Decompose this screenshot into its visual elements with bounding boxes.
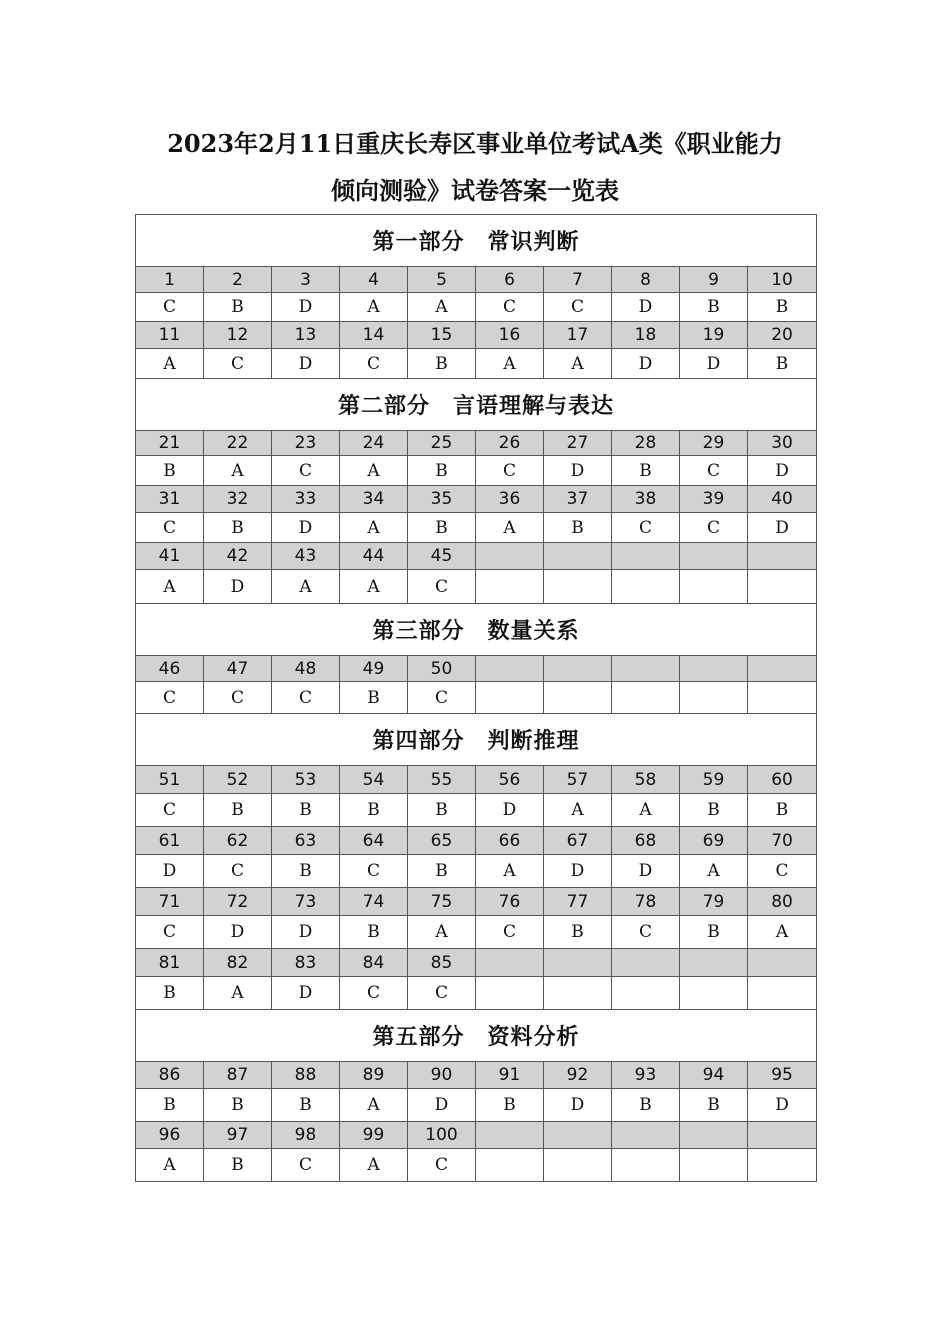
question-number-cell: 69 xyxy=(680,827,748,855)
document-title xyxy=(0,120,950,214)
answer-cell: B xyxy=(272,855,340,888)
question-number-cell: 22 xyxy=(204,431,272,456)
answer-cell xyxy=(680,570,748,604)
answer-cell xyxy=(748,977,817,1010)
question-number-cell: 67 xyxy=(544,827,612,855)
section-title: 第三部分 数量关系 xyxy=(136,604,817,656)
question-number-cell: 56 xyxy=(476,766,544,794)
question-number-cell: 24 xyxy=(340,431,408,456)
document-title-line-1: 2023年2月11日重庆长寿区事业单位考试A类《职业能力 xyxy=(167,129,783,158)
question-number-cell xyxy=(748,949,817,977)
section-header-row xyxy=(136,714,817,766)
answer-cell: C xyxy=(408,1149,476,1182)
question-number-cell: 94 xyxy=(680,1062,748,1089)
answer-cell: B xyxy=(408,794,476,827)
question-number-cell: 31 xyxy=(136,486,204,513)
question-number-cell: 98 xyxy=(272,1122,340,1149)
answer-cell xyxy=(748,682,817,714)
question-number-cell: 82 xyxy=(204,949,272,977)
answer-row xyxy=(136,293,817,322)
question-number-cell: 63 xyxy=(272,827,340,855)
question-number-cell: 4 xyxy=(340,267,408,293)
question-number-cell: 51 xyxy=(136,766,204,794)
answer-cell: A xyxy=(680,855,748,888)
question-number-cell: 26 xyxy=(476,431,544,456)
question-number-cell: 66 xyxy=(476,827,544,855)
question-number-cell: 88 xyxy=(272,1062,340,1089)
answer-cell: D xyxy=(544,855,612,888)
answer-cell: B xyxy=(340,682,408,714)
question-number-cell xyxy=(748,543,817,570)
question-number-cell: 8 xyxy=(612,267,680,293)
answer-cell: A xyxy=(612,794,680,827)
section-header-row xyxy=(136,1010,817,1062)
answer-cell: B xyxy=(408,456,476,486)
answer-cell: A xyxy=(408,293,476,322)
answer-cell xyxy=(680,682,748,714)
question-number-cell: 70 xyxy=(748,827,817,855)
question-number-cell: 87 xyxy=(204,1062,272,1089)
answer-cell: C xyxy=(272,1149,340,1182)
answer-cell: B xyxy=(272,794,340,827)
question-number-cell: 54 xyxy=(340,766,408,794)
question-number-cell xyxy=(476,949,544,977)
answer-row xyxy=(136,349,817,379)
question-number-cell: 78 xyxy=(612,888,680,916)
answer-cell: B xyxy=(204,1089,272,1122)
answer-cell: B xyxy=(544,916,612,949)
answer-cell: B xyxy=(680,916,748,949)
answer-cell: B xyxy=(544,513,612,543)
answer-row xyxy=(136,916,817,949)
answer-cell: A xyxy=(476,513,544,543)
answer-cell: A xyxy=(340,1149,408,1182)
question-number-cell: 85 xyxy=(408,949,476,977)
question-number-cell: 27 xyxy=(544,431,612,456)
question-number-cell: 76 xyxy=(476,888,544,916)
answer-cell: A xyxy=(544,349,612,379)
question-number-cell: 81 xyxy=(136,949,204,977)
section-header-row xyxy=(136,379,817,431)
question-number-cell: 37 xyxy=(544,486,612,513)
answer-cell: A xyxy=(408,916,476,949)
question-number-row xyxy=(136,827,817,855)
question-number-cell: 17 xyxy=(544,322,612,349)
question-number-cell: 100 xyxy=(408,1122,476,1149)
answer-cell: D xyxy=(612,293,680,322)
answer-cell: A xyxy=(340,293,408,322)
answer-cell: A xyxy=(340,456,408,486)
answer-cell: C xyxy=(680,513,748,543)
question-number-cell: 25 xyxy=(408,431,476,456)
answer-cell xyxy=(476,682,544,714)
answer-cell: A xyxy=(340,513,408,543)
question-number-cell: 13 xyxy=(272,322,340,349)
question-number-cell: 46 xyxy=(136,656,204,682)
question-number-cell xyxy=(680,543,748,570)
question-number-cell: 49 xyxy=(340,656,408,682)
question-number-cell: 39 xyxy=(680,486,748,513)
answer-cell: C xyxy=(476,456,544,486)
question-number-cell: 65 xyxy=(408,827,476,855)
section-header-row xyxy=(136,215,817,267)
question-number-cell: 93 xyxy=(612,1062,680,1089)
question-number-cell: 84 xyxy=(340,949,408,977)
answer-cell: D xyxy=(612,349,680,379)
answer-cell: B xyxy=(476,1089,544,1122)
question-number-cell: 89 xyxy=(340,1062,408,1089)
answer-cell: C xyxy=(408,682,476,714)
question-number-cell: 52 xyxy=(204,766,272,794)
answer-cell xyxy=(680,977,748,1010)
answer-cell: B xyxy=(136,977,204,1010)
question-number-row xyxy=(136,322,817,349)
section-title: 第一部分 常识判断 xyxy=(136,215,817,267)
section-header-row xyxy=(136,604,817,656)
answer-cell: A xyxy=(340,1089,408,1122)
question-number-row xyxy=(136,1122,817,1149)
answer-cell: C xyxy=(748,855,817,888)
answer-cell: A xyxy=(136,349,204,379)
answer-cell: B xyxy=(136,1089,204,1122)
answer-cell: B xyxy=(408,855,476,888)
question-number-cell: 92 xyxy=(544,1062,612,1089)
answer-cell: B xyxy=(136,456,204,486)
question-number-cell: 72 xyxy=(204,888,272,916)
answer-row xyxy=(136,456,817,486)
question-number-cell: 97 xyxy=(204,1122,272,1149)
question-number-row xyxy=(136,656,817,682)
question-number-cell: 36 xyxy=(476,486,544,513)
question-number-cell: 6 xyxy=(476,267,544,293)
question-number-cell xyxy=(476,543,544,570)
question-number-cell: 96 xyxy=(136,1122,204,1149)
answer-cell xyxy=(612,682,680,714)
answer-row xyxy=(136,794,817,827)
answer-cell: A xyxy=(136,1149,204,1182)
answer-cell: D xyxy=(272,916,340,949)
answer-cell xyxy=(612,570,680,604)
answer-cell xyxy=(612,977,680,1010)
question-number-cell: 86 xyxy=(136,1062,204,1089)
answer-cell: A xyxy=(204,977,272,1010)
answer-cell: D xyxy=(544,1089,612,1122)
question-number-cell: 23 xyxy=(272,431,340,456)
question-number-cell: 71 xyxy=(136,888,204,916)
question-number-cell: 47 xyxy=(204,656,272,682)
question-number-cell: 79 xyxy=(680,888,748,916)
answer-cell xyxy=(680,1149,748,1182)
answer-cell xyxy=(748,570,817,604)
question-number-cell: 62 xyxy=(204,827,272,855)
answer-row xyxy=(136,682,817,714)
section-title: 第五部分 资料分析 xyxy=(136,1010,817,1062)
question-number-cell: 34 xyxy=(340,486,408,513)
answer-cell: C xyxy=(272,456,340,486)
question-number-row xyxy=(136,543,817,570)
answer-cell: C xyxy=(136,916,204,949)
question-number-cell: 42 xyxy=(204,543,272,570)
question-number-cell: 11 xyxy=(136,322,204,349)
question-number-cell: 29 xyxy=(680,431,748,456)
answer-cell: C xyxy=(272,682,340,714)
answer-cell: C xyxy=(204,855,272,888)
question-number-cell xyxy=(680,949,748,977)
question-number-cell: 91 xyxy=(476,1062,544,1089)
question-number-cell xyxy=(544,543,612,570)
question-number-cell: 61 xyxy=(136,827,204,855)
question-number-row xyxy=(136,949,817,977)
question-number-cell: 32 xyxy=(204,486,272,513)
question-number-cell: 74 xyxy=(340,888,408,916)
answer-cell: C xyxy=(204,682,272,714)
answer-cell: B xyxy=(748,349,817,379)
question-number-row xyxy=(136,766,817,794)
question-number-cell: 18 xyxy=(612,322,680,349)
answer-cell: A xyxy=(340,570,408,604)
answer-row xyxy=(136,1149,817,1182)
answer-cell: A xyxy=(476,349,544,379)
answer-cell: C xyxy=(612,513,680,543)
answer-cell: B xyxy=(340,916,408,949)
question-number-cell: 3 xyxy=(272,267,340,293)
question-number-row xyxy=(136,267,817,293)
answer-cell: C xyxy=(476,916,544,949)
question-number-cell: 45 xyxy=(408,543,476,570)
answer-cell: C xyxy=(136,513,204,543)
answer-cell xyxy=(544,570,612,604)
question-number-cell: 30 xyxy=(748,431,817,456)
question-number-cell xyxy=(612,949,680,977)
answer-cell: D xyxy=(680,349,748,379)
answer-cell: B xyxy=(408,349,476,379)
answer-cell: B xyxy=(204,794,272,827)
question-number-cell: 5 xyxy=(408,267,476,293)
question-number-cell xyxy=(680,656,748,682)
question-number-cell: 15 xyxy=(408,322,476,349)
answer-row xyxy=(136,570,817,604)
answer-cell: D xyxy=(272,293,340,322)
question-number-cell: 16 xyxy=(476,322,544,349)
question-number-cell: 58 xyxy=(612,766,680,794)
question-number-cell: 20 xyxy=(748,322,817,349)
answer-cell: B xyxy=(408,513,476,543)
section-title: 第二部分 言语理解与表达 xyxy=(136,379,817,431)
question-number-cell: 73 xyxy=(272,888,340,916)
answer-cell: C xyxy=(136,794,204,827)
answer-cell: C xyxy=(136,682,204,714)
answer-cell: C xyxy=(204,349,272,379)
question-number-row xyxy=(136,888,817,916)
answer-cell: B xyxy=(272,1089,340,1122)
question-number-cell: 90 xyxy=(408,1062,476,1089)
answer-row xyxy=(136,977,817,1010)
question-number-cell: 57 xyxy=(544,766,612,794)
answer-cell: C xyxy=(612,916,680,949)
question-number-cell xyxy=(612,1122,680,1149)
question-number-row xyxy=(136,486,817,513)
answer-cell: C xyxy=(408,977,476,1010)
question-number-cell: 60 xyxy=(748,766,817,794)
answer-cell: C xyxy=(340,349,408,379)
answer-cell: D xyxy=(204,570,272,604)
question-number-cell xyxy=(476,656,544,682)
question-number-cell: 75 xyxy=(408,888,476,916)
answer-cell xyxy=(544,977,612,1010)
answer-cell: C xyxy=(340,855,408,888)
answer-cell xyxy=(612,1149,680,1182)
answer-cell: A xyxy=(476,855,544,888)
answer-cell: D xyxy=(748,1089,817,1122)
answer-cell: B xyxy=(612,1089,680,1122)
question-number-cell xyxy=(680,1122,748,1149)
question-number-cell xyxy=(612,656,680,682)
answer-cell: B xyxy=(680,293,748,322)
question-number-cell: 28 xyxy=(612,431,680,456)
question-number-cell: 43 xyxy=(272,543,340,570)
question-number-cell: 10 xyxy=(748,267,817,293)
question-number-cell: 99 xyxy=(340,1122,408,1149)
question-number-cell: 12 xyxy=(204,322,272,349)
answer-cell: D xyxy=(476,794,544,827)
question-number-cell: 55 xyxy=(408,766,476,794)
question-number-cell: 7 xyxy=(544,267,612,293)
question-number-cell: 2 xyxy=(204,267,272,293)
question-number-cell: 80 xyxy=(748,888,817,916)
question-number-cell: 9 xyxy=(680,267,748,293)
answer-cell: A xyxy=(136,570,204,604)
answer-row xyxy=(136,1089,817,1122)
question-number-cell xyxy=(544,656,612,682)
answer-cell: B xyxy=(680,794,748,827)
answer-cell xyxy=(476,1149,544,1182)
answer-cell: B xyxy=(204,293,272,322)
answer-cell: D xyxy=(748,456,817,486)
answer-cell: B xyxy=(612,456,680,486)
answer-cell: B xyxy=(680,1089,748,1122)
question-number-cell: 83 xyxy=(272,949,340,977)
question-number-cell xyxy=(544,949,612,977)
answer-cell: B xyxy=(204,1149,272,1182)
answer-cell xyxy=(476,977,544,1010)
answer-cell xyxy=(544,1149,612,1182)
question-number-cell xyxy=(748,656,817,682)
answer-cell xyxy=(748,1149,817,1182)
question-number-cell: 64 xyxy=(340,827,408,855)
answer-cell xyxy=(476,570,544,604)
answer-cell: B xyxy=(748,293,817,322)
question-number-cell xyxy=(476,1122,544,1149)
question-number-row xyxy=(136,431,817,456)
question-number-cell xyxy=(748,1122,817,1149)
question-number-cell: 19 xyxy=(680,322,748,349)
question-number-row xyxy=(136,1062,817,1089)
answer-cell: A xyxy=(204,456,272,486)
answer-cell: A xyxy=(748,916,817,949)
question-number-cell: 35 xyxy=(408,486,476,513)
answer-cell: C xyxy=(680,456,748,486)
question-number-cell: 38 xyxy=(612,486,680,513)
answer-row xyxy=(136,513,817,543)
question-number-cell: 95 xyxy=(748,1062,817,1089)
answer-cell: D xyxy=(272,349,340,379)
question-number-cell xyxy=(612,543,680,570)
answer-cell: D xyxy=(544,456,612,486)
section-title: 第四部分 判断推理 xyxy=(136,714,817,766)
answer-cell: D xyxy=(612,855,680,888)
answer-cell: D xyxy=(272,977,340,1010)
answer-cell: B xyxy=(204,513,272,543)
question-number-cell: 21 xyxy=(136,431,204,456)
answer-cell: C xyxy=(544,293,612,322)
answer-cell: D xyxy=(136,855,204,888)
answer-cell: D xyxy=(272,513,340,543)
question-number-cell: 68 xyxy=(612,827,680,855)
question-number-cell: 33 xyxy=(272,486,340,513)
answer-cell xyxy=(544,682,612,714)
question-number-cell: 14 xyxy=(340,322,408,349)
question-number-cell: 48 xyxy=(272,656,340,682)
answer-cell: D xyxy=(204,916,272,949)
answer-cell: D xyxy=(408,1089,476,1122)
answer-cell: B xyxy=(748,794,817,827)
answer-cell: C xyxy=(340,977,408,1010)
document-title-line-2: 倾向测验》试卷答案一览表 xyxy=(331,176,619,205)
answer-row xyxy=(136,855,817,888)
answer-cell: B xyxy=(340,794,408,827)
question-number-cell xyxy=(544,1122,612,1149)
question-number-cell: 44 xyxy=(340,543,408,570)
answer-cell: D xyxy=(748,513,817,543)
question-number-cell: 53 xyxy=(272,766,340,794)
answer-cell: A xyxy=(544,794,612,827)
question-number-cell: 77 xyxy=(544,888,612,916)
answer-cell: A xyxy=(272,570,340,604)
question-number-cell: 50 xyxy=(408,656,476,682)
answer-cell: C xyxy=(408,570,476,604)
answer-cell: C xyxy=(476,293,544,322)
question-number-cell: 59 xyxy=(680,766,748,794)
question-number-cell: 1 xyxy=(136,267,204,293)
question-number-cell: 40 xyxy=(748,486,817,513)
answer-cell: C xyxy=(136,293,204,322)
question-number-cell: 41 xyxy=(136,543,204,570)
answer-table xyxy=(135,214,817,1182)
